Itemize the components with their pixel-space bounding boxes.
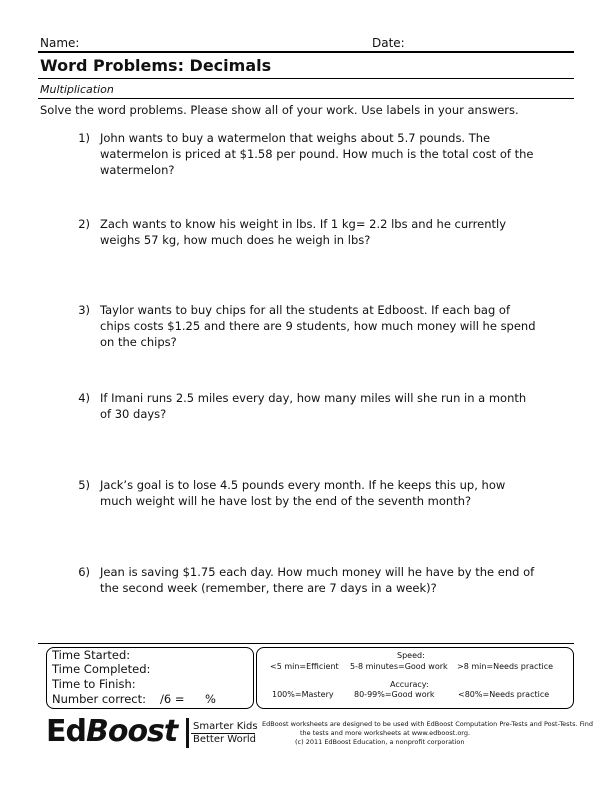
logo-divider	[186, 718, 189, 748]
bottom-frame-rule	[38, 643, 574, 644]
speed-needs-practice: >8 min=Needs practice	[457, 662, 554, 671]
problem-text: If Imani runs 2.5 miles every day, how many miles will she run in a month of 30 days?	[100, 391, 527, 421]
speed-good: 5-8 minutes=Good work	[350, 662, 448, 671]
footer-note-2: the tests and more worksheets at www.edboost.org.	[300, 729, 471, 737]
logo-boost-text: Boost	[85, 714, 178, 749]
percent-label: %	[205, 692, 216, 706]
speed-label: Speed:	[397, 651, 425, 660]
speed-efficient: <5 min=Efficient	[270, 662, 339, 671]
header-rule	[38, 51, 574, 53]
tagline-underline	[191, 733, 255, 734]
problem-number: 3)	[78, 303, 90, 317]
problem-number: 4)	[78, 391, 90, 405]
problem-number: 1)	[78, 131, 90, 145]
footer-note-3: (c) 2011 EdBoost Education, a nonprofit corporation	[295, 738, 465, 746]
problem-number: 2)	[78, 217, 90, 231]
tagline-smarter-kids: Smarter Kids	[193, 721, 258, 732]
date-label: Date:	[372, 36, 405, 50]
problem-text: Jean is saving $1.75 each day. How much money will he have by the end of the second week (remember, there are 7 days in a week)?	[100, 565, 535, 595]
problem-text: Zach wants to know his weight in lbs. If 1 kg= 2.2 lbs and he currently weighs 57 kg, how much does he weigh in lbs?	[100, 217, 507, 247]
page-subtitle: Multiplication	[40, 83, 114, 96]
tagline-better-world: Better World	[193, 734, 256, 745]
accuracy-mastery: 100%=Mastery	[272, 690, 334, 699]
problem-number: 6)	[78, 565, 90, 579]
problem-text: Jack’s goal is to lose 4.5 pounds every month. If he keeps this up, how much weight will he have lost by the end of the seventh month?	[100, 478, 506, 508]
subtitle-rule	[38, 98, 574, 99]
time-completed-label: Time Completed:	[52, 662, 151, 676]
time-started-label: Time Started:	[52, 648, 131, 662]
page-title: Word Problems: Decimals	[40, 56, 272, 75]
accuracy-label: Accuracy:	[390, 680, 429, 689]
instructions: Solve the word problems. Please show all of your work. Use labels in your answers.	[40, 103, 519, 117]
problem-text: Taylor wants to buy chips for all the students at Edboost. If each bag of chips costs $1.25 and there are 9 students, how much money will he spend on the chips?	[100, 303, 536, 349]
number-correct-label: Number correct:	[52, 692, 146, 706]
edboost-logo	[46, 714, 177, 750]
accuracy-good: 80-99%=Good work	[354, 690, 435, 699]
out-of-label: /6 =	[160, 692, 185, 706]
logo-ed-text: Ed	[46, 714, 86, 749]
title-rule	[38, 78, 574, 79]
problem-number: 5)	[78, 478, 90, 492]
name-label: Name:	[40, 36, 80, 50]
accuracy-needs-practice: <80%=Needs practice	[458, 690, 550, 699]
time-to-finish-label: Time to Finish:	[52, 677, 136, 691]
footer-note-1: EdBoost worksheets are designed to be used with EdBoost Computation Pre-Tests and Post-Tests. Find	[262, 720, 593, 728]
problem-text: John wants to buy a watermelon that weighs about 5.7 pounds. The watermelon is priced at $1.58 per pound. How much is the total cost of the watermelon?	[100, 131, 534, 177]
